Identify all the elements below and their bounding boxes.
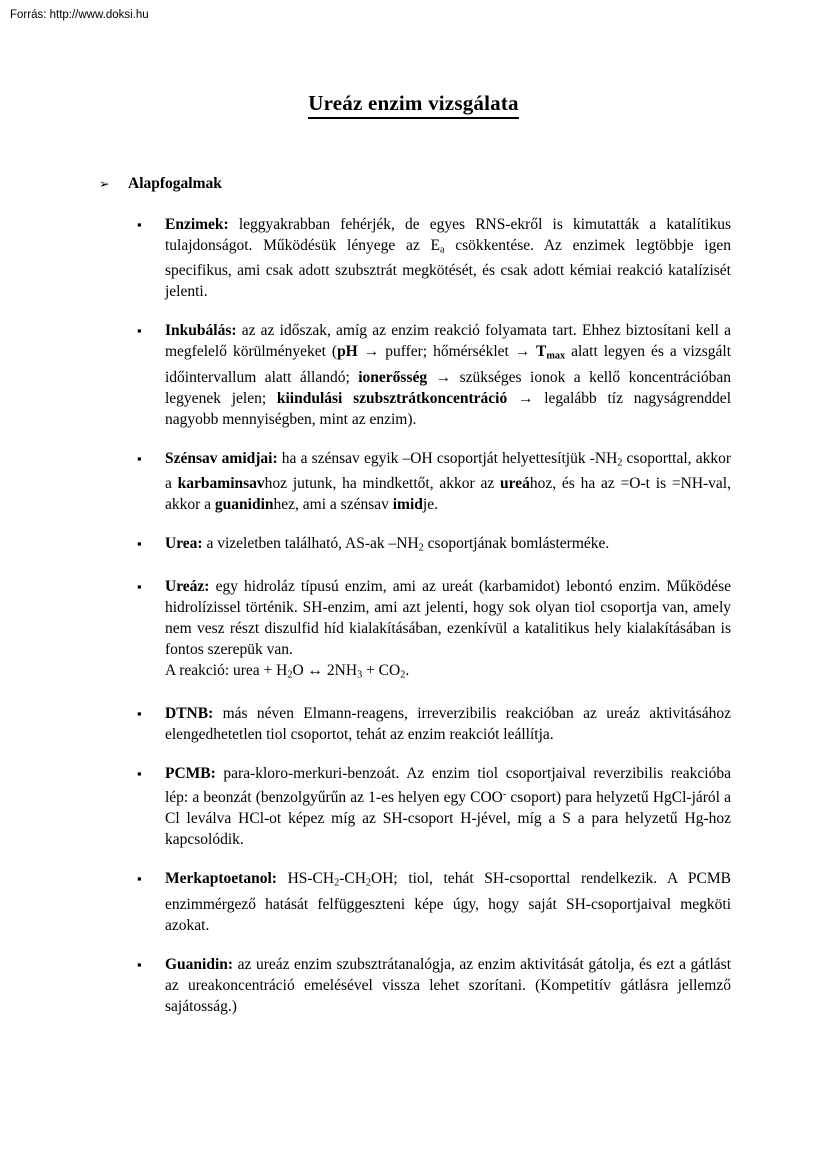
square-bullet-icon: ▪ (137, 956, 142, 972)
square-bullet-icon: ▪ (137, 450, 142, 466)
bullet-text: PCMB: para-kloro-merkuri-benzoát. Az enzim tiol csoportjaival reverzibilis reakcióba lép: a beonzát (benzolgyűrűn az 1-es helyen egy COO- csoport) para helyzetű HgCl-járól a Cl leválva HCl-ot képez míg az SH-csoport H-jével, míg a S a para helyzetű Hg-hoz kapcsolódik. (165, 765, 731, 849)
square-bullet-icon: ▪ (137, 217, 142, 232)
square-bullet-icon: ▪ (137, 871, 142, 887)
bullet-text: DTNB: más néven Elmann-reagens, irreverzibilis reakcióban az ureáz aktivitásához elengedhetetlen tiol csoportot, tehát az enzim reakciót leállítja. (165, 705, 731, 744)
bullet-item (0, 576, 827, 685)
bullet-text: Inkubálás: az az időszak, amíg az enzim reakció folyamata tart. Ehhez biztosítani kell a megfelelő körülményeket (pH → puffer; hőmérséklet → $T_{max}$ alatt legyen és a vizsgált időintervallum alatt állandó; ionerősség → szükséges ionok a kellő koncentrációban legyenek jelen; kiindulási szubsztrátkoncentráció → legalább tíz nagyságrenddel nagyobb mennyiségben, mint az enzim). (165, 322, 731, 428)
bullet-list (0, 214, 827, 1017)
bullet-item (0, 214, 827, 302)
bullet-text: Enzimek: leggyakrabban fehérjék, de egyes RNS-ekről is kimutatták a katalítikus tulajdonságot. Működésük lényege az $E_a$ csökkentése. Az enzimek legtöbbje igen specifikus, ami csak adott szubsztrát megkötését, és csak adott kémiai reakció katalízisét jelenti. (165, 216, 732, 301)
bullet-item (0, 763, 827, 850)
square-bullet-icon: ▪ (137, 579, 142, 594)
square-bullet-icon: ▪ (137, 323, 142, 339)
square-bullet-icon: ▪ (137, 535, 142, 551)
bullet-text: Merkaptoetanol: $HS-CH_2-CH_2OH$; tiol, tehát SH-csoporttal rendelkezik. A PCMB enzimmérgező hatását felfüggeszteni képe úgy, hogy saját SH-csoportjaival megköti azokat. (165, 870, 731, 934)
bullet-item (0, 703, 827, 745)
section-heading-label: Alapfogalmak (128, 175, 222, 192)
bullet-item (0, 448, 827, 515)
bullet-text: Urea: a vizeletben található, AS-ak $-NH_2$ csoportjának bomlásterméke. (165, 534, 610, 553)
bullet-item (0, 868, 827, 935)
page-title: Ureáz enzim vizsgálata (308, 91, 518, 119)
source-header: Forrás: http://www.doksi.hu (10, 9, 149, 21)
bullet-item (0, 954, 827, 1017)
arrow-bullet-icon: ➢ (99, 177, 110, 191)
section-heading (99, 175, 827, 193)
bullet-text: Szénsav amidjai: ha a szénsav egyik –OH csoportját helyettesítjük $-NH_2$ csoporttal, akkor a karbaminsavhoz jutunk, ha mindkettőt, akkor az ureához, és ha az =O-t is =NH-val, akkor a guanidinhez, ami a szénsav imidje. (165, 449, 731, 513)
bullet-text: Guanidin: az ureáz enzim szubsztrátanalógja, az enzim aktivitását gátolja, és ezt a gátlást az ureakoncentráció emelésével vissza lehet szorítani. (Kompetitív gátlásra jellemző sajátosság.) (165, 955, 731, 1015)
bullet-item (0, 533, 827, 558)
square-bullet-icon: ▪ (137, 766, 142, 782)
bullet-item (0, 320, 827, 429)
square-bullet-icon: ▪ (137, 706, 142, 722)
bullet-text: Ureáz: egy hidroláz típusú enzim, ami az ureát (karbamidot) lebontó enzim. Működése hidrolízissel történik. SH-enzim, ami azt jelenti, hogy sok olyan tiol csoportja van, amely nem vesz részt diszulfid híd kialakításában, ezenkívül a katalitikus hely kialakításában is fontos szerepük van. A reakció: urea + $H_2O$ ↔ $2NH_3 + CO_2$. (165, 578, 731, 681)
